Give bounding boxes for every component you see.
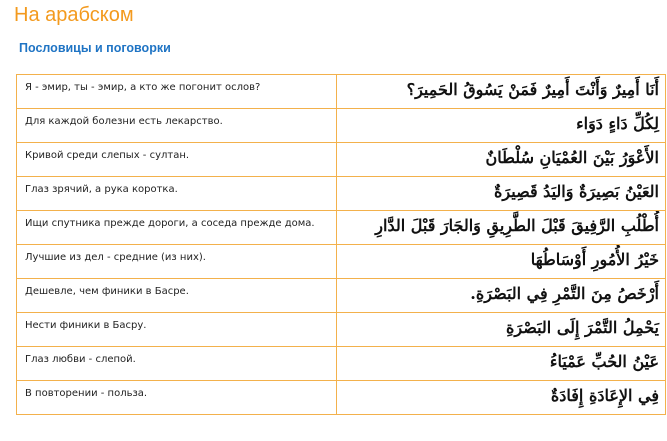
russian-proverb: Я - эмир, ты - эмир, а кто же погонит ослов? (17, 75, 337, 109)
russian-proverb: В повторении - польза. (17, 381, 337, 415)
table-row (17, 245, 666, 279)
table-row (17, 347, 666, 381)
table-row (17, 313, 666, 347)
russian-proverb: Кривой среди слепых - султан. (17, 143, 337, 177)
russian-proverb: Дешевле, чем финики в Басре. (17, 279, 337, 313)
russian-proverb: Глаз любви - слепой. (17, 347, 337, 381)
russian-proverb: Лучшие из дел - средние (из них). (17, 245, 337, 279)
section-title: Пословицы и поговорки (19, 41, 171, 55)
arabic-proverb: أَنَا أَمِيرٌ وَأَنْتَ أَمِيرٌ فَمَنْ يَسُوقُ الحَمِيرَ؟ (337, 75, 666, 109)
arabic-proverb: لِكُلِّ دَاءٍ دَوَاء (337, 109, 666, 143)
russian-proverb: Для каждой болезни есть лекарство. (17, 109, 337, 143)
page-title: На арабском (14, 4, 134, 26)
arabic-proverb: عَيْنُ الحُبِّ عَمْيَاءُ (337, 347, 666, 381)
arabic-proverb: الأَعْوَرُ بَيْنَ العُمْيَانِ سُلْطَانٌ (337, 143, 666, 177)
table-row (17, 177, 666, 211)
table-row (17, 381, 666, 415)
russian-proverb: Глаз зрячий, а рука коротка. (17, 177, 337, 211)
table-row (17, 109, 666, 143)
arabic-proverb: أُطْلُبِ الرَّفِيقَ قَبْلَ الطَّرِيقِ وَالجَارَ قَبْلَ الدَّارِ (337, 211, 666, 245)
arabic-proverb: خَيْرُ الأُمُورِ أَوْسَاطُهَا (337, 245, 666, 279)
table-row (17, 279, 666, 313)
arabic-proverb: يَحْمِلُ التَّمْرَ إِلَى البَصْرَةِ (337, 313, 666, 347)
proverbs-table (16, 74, 666, 415)
arabic-proverb: أَرْخَصُ مِنَ التَّمْرِ فِي البَصْرَةِ. (337, 279, 666, 313)
arabic-proverb: فِي الإِعَادَةِ إِفَادَةٌ (337, 381, 666, 415)
russian-proverb: Нести финики в Басру. (17, 313, 337, 347)
arabic-proverb: العَيْنُ بَصِيرَةٌ وَاليَدُ قَصِيرَةٌ (337, 177, 666, 211)
table-row (17, 75, 666, 109)
russian-proverb: Ищи спутника прежде дороги, а соседа прежде дома. (17, 211, 337, 245)
table-row (17, 143, 666, 177)
table-row (17, 211, 666, 245)
